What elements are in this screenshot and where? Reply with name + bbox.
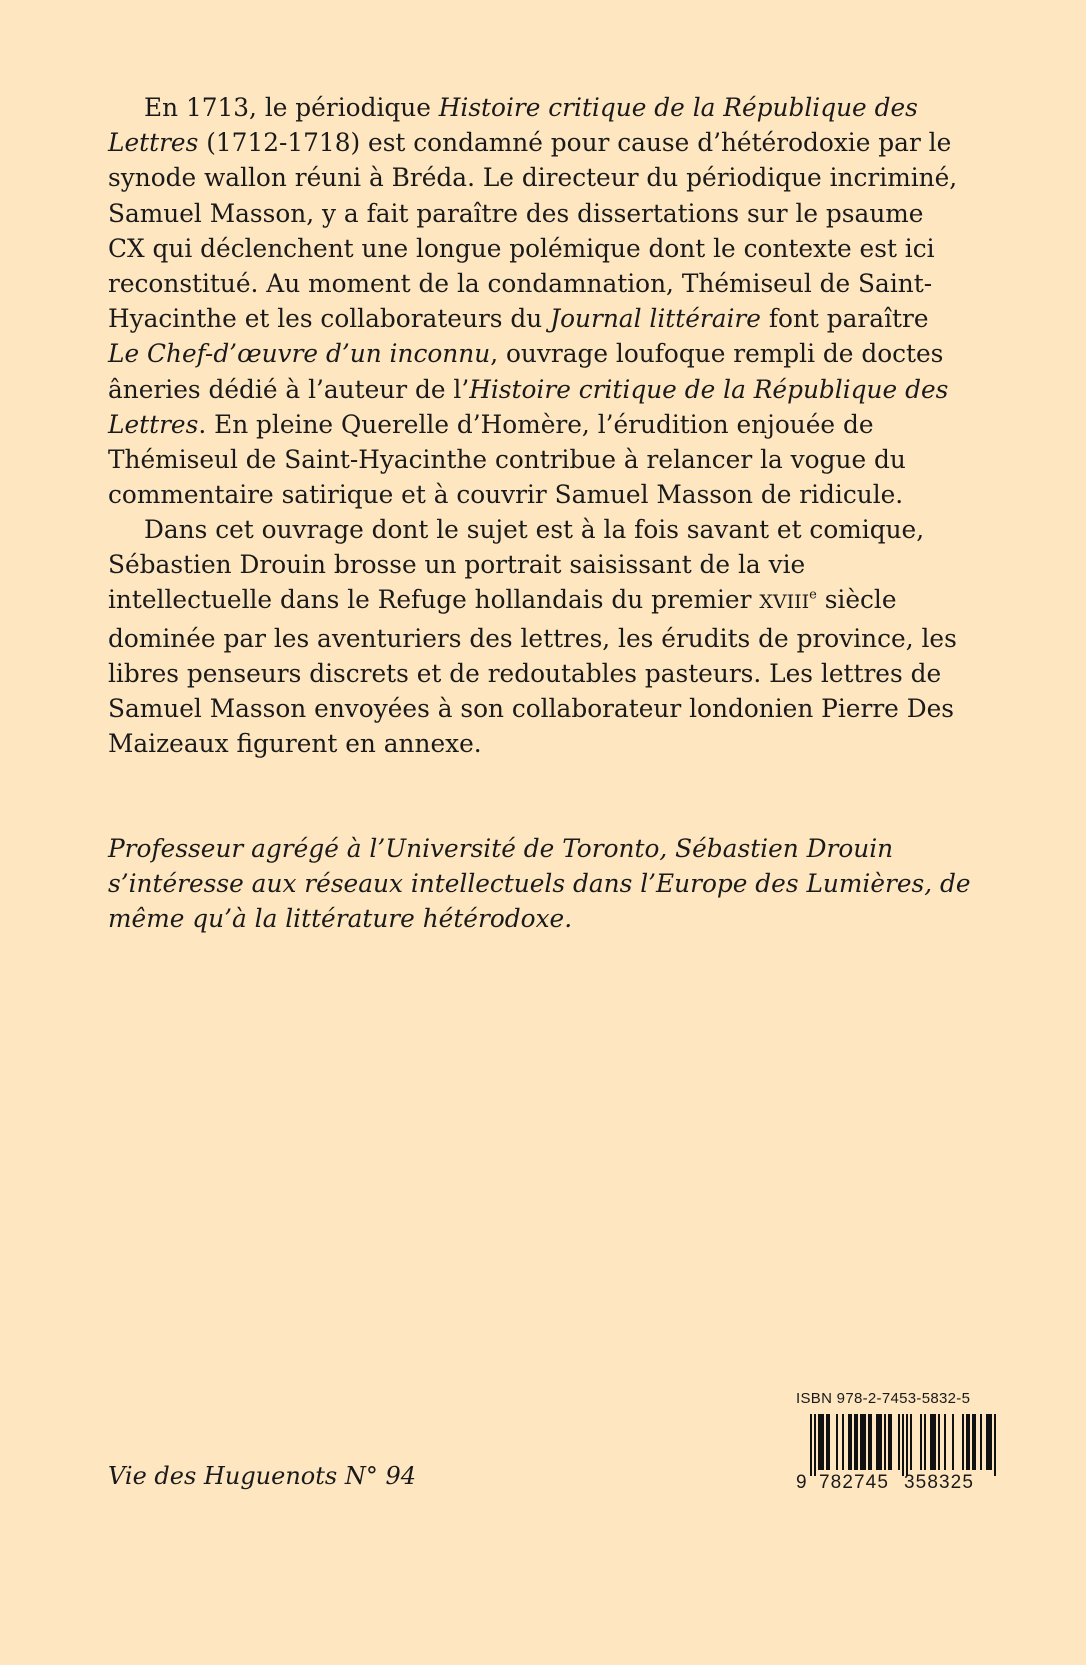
text-line: [108, 582, 988, 620]
text-line: Dans cet ouvrage dont le sujet est à la fois savant et comique,: [144, 515, 925, 544]
text-line: reconstitué. Au moment de la condamnation, Thémiseul de Saint-: [108, 269, 933, 299]
text-line: Sébastien Drouin brosse un portrait saisissant de la vie: [108, 550, 806, 580]
barcode-bar: [962, 1414, 964, 1470]
text-span: (1712-1718) est condamné pour cause d’hétérodoxie par le: [198, 128, 952, 158]
description-paragraph-1: [108, 90, 988, 512]
barcode-bar: [818, 1414, 820, 1470]
barcode-bar: [910, 1414, 912, 1470]
title-italic: Histoire critique de la République des: [469, 374, 949, 404]
text-span: En 1713, le périodique: [144, 93, 439, 122]
title-italic: Lettres: [108, 409, 199, 439]
isbn-barcode: [796, 1390, 996, 1500]
series-label: Vie des Huguenots N° 94: [108, 1462, 417, 1490]
text-line: [108, 125, 988, 160]
barcode-bar: [988, 1414, 990, 1470]
barcode-bar: [880, 1414, 882, 1470]
text-line: [108, 90, 988, 125]
barcode-bar: [934, 1414, 936, 1470]
barcode-bar: [902, 1414, 904, 1476]
barcode-icon: [796, 1414, 996, 1476]
barcode-bar: [836, 1414, 838, 1470]
barcode-bar: [822, 1414, 824, 1470]
superscript: e: [809, 588, 817, 604]
barcode-bar: [876, 1414, 878, 1470]
barcode-first-digit: 9: [796, 1472, 807, 1493]
barcode-bar: [980, 1414, 982, 1470]
barcode-bar: [884, 1414, 886, 1470]
barcode-bar: [972, 1414, 974, 1470]
barcode-bar: [994, 1414, 996, 1476]
text-line: même qu’à la littérature hétérodoxe.: [108, 904, 573, 934]
barcode-right-digits: 358325: [904, 1472, 975, 1493]
barcode-bar: [820, 1414, 822, 1470]
barcode-bar: [860, 1414, 862, 1470]
barcode-digits: [796, 1472, 996, 1496]
text-line: Samuel Masson, y a fait paraître des dissertations sur le psaume: [108, 198, 924, 228]
text-line: [108, 407, 988, 442]
barcode-bar: [842, 1414, 844, 1470]
barcode-bar: [920, 1414, 922, 1470]
description-paragraph-2: [108, 512, 988, 761]
barcode-bar: [810, 1414, 812, 1476]
text-line: Samuel Masson envoyées à son collaborateur londonien Pierre Des: [108, 694, 955, 724]
text-line: [108, 301, 988, 336]
barcode-left-digits: 782745: [819, 1472, 890, 1493]
text-line: [108, 336, 988, 371]
barcode-bar: [924, 1414, 926, 1470]
barcode-bar: [890, 1414, 892, 1470]
barcode-bar: [856, 1414, 858, 1470]
barcode-bar: [932, 1414, 934, 1470]
barcode-bar: [862, 1414, 864, 1470]
barcode-bar: [848, 1414, 850, 1470]
text-span: siècle: [816, 585, 897, 615]
text-span: font paraître: [760, 304, 929, 334]
text-span: âneries dédié à l’auteur de l’: [108, 374, 470, 404]
text-span: , ouvrage loufoque rempli de doctes: [490, 339, 944, 369]
text-line: dominée par les aventuriers des lettres, les érudits de province, les: [108, 623, 957, 653]
text-line: Thémiseul de Saint-Hyacinthe contribue à relancer la vogue du: [108, 445, 906, 475]
barcode-bar: [974, 1414, 976, 1470]
barcode-bar: [952, 1414, 954, 1470]
barcode-bar: [888, 1414, 890, 1470]
text-line: commentaire satirique et à couvrir Samuel Masson de ridicule.: [108, 480, 904, 510]
barcode-bar: [814, 1414, 816, 1476]
century-numeral: XVIII: [759, 591, 810, 614]
barcode-bar: [870, 1414, 872, 1470]
text-line: [108, 372, 988, 407]
text-line: s’intéresse aux réseaux intellectuels dans l’Europe des Lumières, de: [108, 869, 971, 899]
author-bio: [108, 831, 988, 937]
barcode-bar: [966, 1414, 968, 1470]
text-span: . En pleine Querelle d’Homère, l’érudition enjouée de: [198, 409, 874, 439]
text-span: intellectuelle dans le Refuge hollandais du premier: [108, 585, 760, 615]
barcode-bar: [990, 1414, 992, 1470]
title-italic: Le Chef-d’œuvre d’un inconnu: [108, 339, 491, 369]
text-line: libres penseurs discrets et de redoutables pasteurs. Les lettres de: [108, 658, 942, 688]
text-span: Hyacinthe et les collaborateurs du: [108, 304, 551, 334]
barcode-bar: [854, 1414, 856, 1470]
title-italic: Histoire critique de la République des: [438, 93, 918, 122]
barcode-bar: [828, 1414, 830, 1470]
title-italic: Lettres: [108, 128, 199, 158]
isbn-label: ISBN 978-2-7453-5832-5: [796, 1390, 971, 1407]
barcode-bar: [850, 1414, 852, 1470]
barcode-bar: [930, 1414, 932, 1470]
title-italic: Journal littéraire: [550, 304, 761, 334]
barcode-bar: [944, 1414, 946, 1470]
barcode-bar: [826, 1414, 828, 1470]
barcode-bar: [986, 1414, 988, 1470]
barcode-bar: [906, 1414, 908, 1476]
text-line: CX qui déclenchent une longue polémique dont le contexte est ici: [108, 233, 935, 263]
text-line: Maizeaux figurent en annexe.: [108, 729, 482, 759]
text-line: synode wallon réuni à Bréda. Le directeur du périodique incriminé,: [108, 163, 958, 193]
text-line: Professeur agrégé à l’Université de Toronto, Sébastien Drouin: [108, 834, 894, 863]
barcode-bar: [864, 1414, 866, 1470]
barcode-bar: [938, 1414, 940, 1470]
barcode-bar: [968, 1414, 970, 1470]
barcode-bar: [878, 1414, 880, 1470]
barcode-bar: [898, 1414, 900, 1470]
barcode-bar: [868, 1414, 870, 1470]
